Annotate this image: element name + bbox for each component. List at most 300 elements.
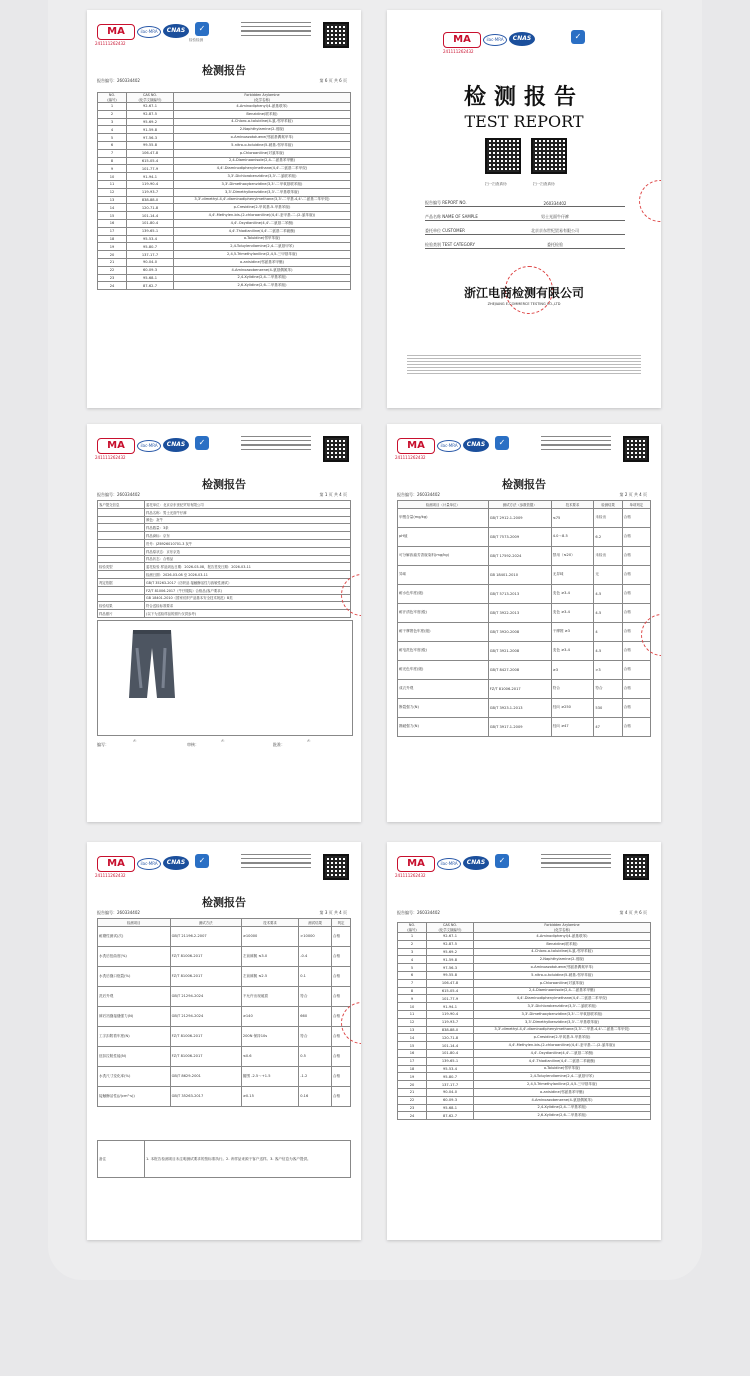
column-header: 检测项目 [98, 919, 171, 927]
remarks-label: 备注 [98, 1141, 145, 1178]
table-row [98, 547, 351, 555]
table-row [398, 717, 651, 736]
table-row [398, 933, 651, 941]
table-row [98, 1066, 351, 1086]
test-results-table [97, 918, 351, 1107]
row-no: 11 [398, 1010, 427, 1018]
row-cas: 101-14-4 [127, 212, 174, 220]
row-no: 14 [398, 1034, 427, 1042]
row-cas: 95-53-4 [427, 1065, 474, 1073]
cell-verdict: 合格 [331, 986, 350, 1006]
row-cas: 91-59-8 [127, 126, 174, 134]
row-cas: 90-04-0 [427, 1088, 474, 1096]
table-row [98, 586, 351, 594]
row-no: 22 [398, 1096, 427, 1104]
qr-code-icon [623, 436, 649, 462]
shield-icon: ✓ [495, 854, 509, 868]
cell-item: 耐干摩擦色牢度(级) [398, 622, 489, 641]
info-value: 样品状态：合格品 [145, 555, 351, 563]
info-value: 委托单位：北京京东世纪贸易有限公司 [145, 501, 351, 509]
cover-info-key: 委托单位 CUSTOMER [425, 228, 465, 233]
page-label: 第 6 页 共 6 页 [319, 78, 347, 83]
table-row [398, 584, 651, 603]
row-cas: 97-56-3 [127, 134, 174, 142]
info-key [98, 524, 145, 532]
cell-item: pH值 [398, 527, 489, 546]
cell-req: ≥10000 [241, 926, 298, 946]
row-name: 4-Aminodiphenyl(4-氨基联苯) [474, 933, 651, 941]
cell-item: 断裂强力(N) [398, 698, 489, 717]
row-no: 10 [98, 173, 127, 181]
row-no: 18 [398, 1065, 427, 1073]
table-row [398, 565, 651, 584]
arylamine-table [97, 92, 351, 290]
table-row [398, 546, 651, 565]
row-cas: 91-59-8 [427, 956, 474, 964]
row-no: 13 [98, 196, 127, 204]
table-row [398, 987, 651, 995]
cell-result: 无 [594, 565, 622, 584]
column-header: 单项判定 [622, 501, 650, 509]
info-key [98, 508, 145, 516]
report-number: 报告编号：260334402 [97, 78, 140, 83]
info-value: 委托检验 样品到达日期：2026-03-08，报告签发日期：2026-03-11 [145, 563, 351, 571]
cover-info-row [425, 194, 625, 207]
row-name: 2,4-Toluylendiamine(2,4-二氨基甲苯) [474, 1073, 651, 1081]
report-number: 报告编号：260334402 [397, 910, 440, 915]
row-no: 7 [398, 979, 427, 987]
row-name: Benzidine(联苯胺) [174, 110, 351, 118]
cell-verdict: 合格 [331, 1046, 350, 1066]
cell-verdict: 合格 [622, 622, 650, 641]
table-row [98, 602, 351, 610]
table-row [98, 966, 351, 986]
row-name: 4,4'-Methylen-bis-(2-chloroaniline)(4,4'-亚甲基-二-(2-氯苯胺)) [174, 212, 351, 220]
table-row [98, 165, 351, 173]
cell-req: 禁用（≤20） [551, 546, 594, 565]
column-header: 检测结果 [594, 501, 622, 509]
info-key [98, 516, 145, 524]
row-no: 2 [398, 940, 427, 948]
table-row [398, 1112, 651, 1120]
row-name: 4,4'-Diaminodiphenylmethane(4,4'-二氨基二苯甲烷) [474, 995, 651, 1003]
table-row [98, 196, 351, 204]
row-name: 2-Naphthylamine(2-萘胺) [474, 956, 651, 964]
qr-code-icon [623, 854, 649, 880]
table-row [98, 219, 351, 227]
cell-item: 成衣外观 [398, 679, 489, 698]
row-name: 3,3'-dimethyl-4,4'-diaminodiphenylmethane(3,3'-二甲基-4,4'-二氨基二苯甲烷) [474, 1026, 651, 1034]
table-row [98, 1086, 351, 1106]
cell-method: GB/T 8629-2001 [170, 1066, 241, 1086]
cell-req: 变色 ≥3-4 [551, 603, 594, 622]
qr-code-icon [485, 138, 521, 174]
cell-req: 变色 ≥3-4 [551, 584, 594, 603]
cell-method: GB/T 8427-2008 [488, 660, 551, 679]
row-no: 15 [98, 212, 127, 220]
cell-method: GB/T 3921-2008 [488, 641, 551, 660]
row-name: 2,6-Xylidine(2,6-二甲基苯胺) [174, 282, 351, 290]
info-key [98, 547, 145, 555]
row-no: 17 [398, 1057, 427, 1065]
cell-req: ≥140 [241, 1006, 298, 1026]
cover-info-value: 男士光面牛仔裤 [541, 214, 569, 219]
shield-icon: ✓ [495, 436, 509, 450]
row-no: 22 [98, 266, 127, 274]
report-number: 报告编号：260334402 [97, 492, 140, 497]
table-row [98, 227, 351, 235]
row-name: 2,4-Toluylendiamine(2,4-二氨基甲苯) [174, 243, 351, 251]
table-row [98, 243, 351, 251]
table-row [398, 1042, 651, 1050]
table-row [98, 251, 351, 259]
row-cas: 60-09-3 [127, 266, 174, 274]
report-header [387, 424, 661, 466]
table-row [98, 516, 351, 524]
report-page-3 [87, 842, 361, 1240]
row-name: 3,3'-Dimethylbenzidine(3,3'-二甲基联苯胺) [474, 1018, 651, 1026]
table-row [98, 180, 351, 188]
row-cas: 90-04-0 [127, 258, 174, 266]
row-name: 2,4-Diaminoanisole(2,4-二氨基苯甲醚) [474, 987, 651, 995]
row-no: 8 [398, 987, 427, 995]
row-name: o-Aminoazotoluene(邻氨基偶氮甲苯) [474, 964, 651, 972]
cell-verdict: 合格 [622, 508, 650, 527]
table-row [398, 660, 651, 679]
row-no: 14 [98, 204, 127, 212]
report-page-1 [87, 424, 361, 822]
row-cas: 95-80-7 [427, 1073, 474, 1081]
shield-caption: 检验检测 [189, 38, 203, 42]
row-cas: 95-80-7 [127, 243, 174, 251]
cell-req: ≤75 [551, 508, 594, 527]
table-row [98, 508, 351, 516]
row-name: 3,3'-Dichlorobenzidine(3,3'-二氯联苯胺) [474, 1003, 651, 1011]
column-header: 技术要求 [551, 501, 594, 509]
cell-method: GB/T 21294-2024 [170, 986, 241, 1006]
table-row [398, 1018, 651, 1026]
qr-caption-2: 扫一扫查真伪 [533, 182, 555, 186]
page-label: 第 1 页 共 4 页 [319, 492, 347, 497]
row-name: Benzidine(联苯胺) [474, 940, 651, 948]
col-no: NO. (编号) [398, 923, 427, 933]
row-no: 10 [398, 1003, 427, 1011]
ma-number: 241111262432 [95, 41, 126, 46]
cell-item: 工字扣附着牢度(N) [98, 1026, 171, 1046]
row-cas: 101-77-9 [127, 165, 174, 173]
row-no: 19 [398, 1073, 427, 1081]
cell-req: 左前裤腿 ≤3.0 [241, 946, 298, 966]
page-label: 第 3 页 共 4 页 [319, 910, 347, 915]
row-name: 2,4,5-Trimethylaniline(2,4,5-三甲基苯胺) [474, 1081, 651, 1089]
row-no: 11 [98, 180, 127, 188]
table-row [398, 1104, 651, 1112]
row-cas: 137-17-7 [427, 1081, 474, 1089]
row-no: 4 [398, 956, 427, 964]
cell-req: 干摩擦 ≥3 [551, 622, 594, 641]
info-value: FZ/T 81006-2017《牛仔服装》合格品(客户要求) [145, 586, 351, 594]
cover-info-key: 检验类别 TEST CATEGORY [425, 242, 475, 247]
row-name: p-Chloroaniline(对氯苯胺) [174, 149, 351, 157]
header-contact-lines [241, 22, 311, 39]
cell-result: >3 [594, 660, 622, 679]
table-row [98, 110, 351, 118]
company-name: 浙江电商检测有限公司 [463, 286, 584, 300]
row-name: p-Cresidine(2-甲氧基-5-甲基苯胺) [174, 204, 351, 212]
cell-verdict: 合格 [622, 546, 650, 565]
row-cas: 92-87-5 [427, 940, 474, 948]
row-cas: 119-93-7 [127, 188, 174, 196]
col-name: Forbidden Arylamine (化学名称) [474, 923, 651, 933]
cell-verdict: 合格 [622, 679, 650, 698]
cell-result: 4-5 [594, 603, 622, 622]
column-header: 测试方法 [170, 919, 241, 927]
row-no: 20 [398, 1081, 427, 1089]
arylamine-table [397, 922, 651, 1120]
row-cas: 92-67-1 [127, 103, 174, 111]
row-name: 4,4'-Diaminodiphenylmethane(4,4'-二氨基二苯甲烷) [174, 165, 351, 173]
row-name: 2,4,5-Trimethylaniline(2,4,5-三甲基苯胺) [174, 251, 351, 259]
table-row [98, 103, 351, 111]
header-contact-lines [541, 436, 611, 453]
cover-info-row [425, 236, 625, 249]
cell-method: GB/T 17592-2024 [488, 546, 551, 565]
cnas-logo: CNAS [163, 438, 189, 452]
row-cas: 95-68-1 [427, 1104, 474, 1112]
table-row [398, 1034, 651, 1042]
cover-info [425, 194, 625, 250]
cell-verdict: 合格 [331, 1066, 350, 1086]
cell-verdict: 合格 [622, 603, 650, 622]
cell-item: 水洗尺寸变化率(%) [98, 1066, 171, 1086]
table-row [398, 971, 651, 979]
cnas-logo: CNAS [463, 438, 489, 452]
row-name: 2,4-Diaminoanisole(2,4-二氨基苯甲醚) [174, 157, 351, 165]
cell-req: 腰围 -2.5～+1.5 [241, 1066, 298, 1086]
row-no: 1 [398, 933, 427, 941]
table-row [398, 622, 651, 641]
ma-logo: MA [97, 856, 135, 872]
info-key: 判定依据 [98, 578, 145, 586]
signature-approver: ✍ [307, 738, 311, 743]
table-row [398, 1096, 651, 1104]
row-no: 20 [98, 251, 127, 259]
cell-method: GB/T 3923.1-2013 [488, 698, 551, 717]
ma-number: 241111262432 [395, 455, 426, 460]
cell-result: 0.1 [299, 966, 332, 986]
info-key [98, 555, 145, 563]
sample-info-table [97, 500, 351, 618]
row-name: 4,4'-Oxydianiline(4,4'-二氨基二苯醚) [174, 219, 351, 227]
info-key: 样品照片 [98, 610, 145, 618]
ilac-logo: ilac-MRA [137, 26, 161, 38]
cell-item: 撕破强力(N) [398, 717, 489, 736]
info-key [98, 586, 145, 594]
cell-verdict: 合格 [331, 926, 350, 946]
cnas-logo: CNAS [163, 24, 189, 38]
table-row [398, 948, 651, 956]
cell-item: 耐汗渍色牢度(级) [398, 603, 489, 622]
cell-item: 水洗后缝口纰裂(%) [98, 966, 171, 986]
row-cas: 92-67-1 [427, 933, 474, 941]
row-name: 4,4'-Methylen-bis-(2-chloroaniline)(4,4'-亚甲基-二-(2-氯苯胺)) [474, 1042, 651, 1050]
row-name: 3,3'-Dimethoxybenzidine(3,3'-二甲氧基联苯胺) [474, 1010, 651, 1018]
cover-info-row [425, 208, 625, 221]
row-name: 2-Naphthylamine(2-萘胺) [174, 126, 351, 134]
row-cas: 838-88-0 [427, 1026, 474, 1034]
signature-label-author: 编写： [97, 742, 109, 747]
info-key [98, 532, 145, 540]
info-value: 样品商标：京东 [145, 532, 351, 540]
cell-item: 纽扣拉脱性能(N) [98, 1046, 171, 1066]
col-no: NO. (编号) [98, 93, 127, 103]
table-row [98, 563, 351, 571]
report-page-4 [387, 842, 661, 1240]
shield-icon: ✓ [571, 30, 585, 44]
table-row [98, 946, 351, 966]
cnas-logo: CNAS [509, 32, 535, 46]
row-cas: 101-14-4 [427, 1042, 474, 1050]
cell-verdict: 合格 [622, 717, 650, 736]
report-header [387, 842, 661, 884]
signature-label-approver: 批准： [273, 742, 285, 747]
row-name: 3,3'-dimethyl-4,4'-diaminodiphenylmethane(3,3'-二甲基-4,4'-二氨基二苯甲烷) [174, 196, 351, 204]
cover-info-value: 260334402 [543, 201, 567, 206]
header-contact-lines [241, 854, 311, 871]
row-no: 4 [98, 126, 127, 134]
table-row [98, 173, 351, 181]
cover-title-cn: 检测报告 [463, 84, 584, 110]
row-cas: 119-90-4 [127, 180, 174, 188]
cell-item: 耐水色牢度(级) [398, 584, 489, 603]
cell-req: 经向 ≥250 [551, 698, 594, 717]
row-no: 8 [98, 157, 127, 165]
jeans-photo [127, 628, 177, 700]
table-row [98, 134, 351, 142]
cell-req: 4.0～8.5 [551, 527, 594, 546]
cell-method: GB/T 21196.2-2007 [170, 926, 241, 946]
cell-verdict: 合格 [622, 660, 650, 679]
row-name: 2,4-Xylidine(2,4-二甲基苯胺) [174, 274, 351, 282]
table-row [98, 1006, 351, 1026]
row-name: 3,3'-Dichlorobenzidine(3,3'-二氯联苯胺) [174, 173, 351, 181]
column-header: 技术要求 [241, 919, 298, 927]
table-row [98, 157, 351, 165]
cell-result: 4-5 [594, 584, 622, 603]
row-cas: 838-88-0 [127, 196, 174, 204]
cnas-logo: CNAS [463, 856, 489, 870]
cover-footnote [407, 355, 641, 376]
table-row [398, 1081, 651, 1089]
cell-item: 可分解致癌芳香胺染料(mg/kg) [398, 546, 489, 565]
cell-method: FZ/T 81006-2017 [488, 679, 551, 698]
row-name: o-Toluidine(邻甲苯胺) [474, 1065, 651, 1073]
info-value: 检测日期：2026-03-08 至 2026-03-11 [145, 571, 351, 579]
cnas-logo: CNAS [163, 856, 189, 870]
row-cas: 97-56-3 [427, 964, 474, 972]
table-row [98, 986, 351, 1006]
cell-method: GB/T 35263-2017 [170, 1086, 241, 1106]
info-value: 样品名称：男士光面牛仔裤 [145, 508, 351, 516]
row-name: 4,4'-Thiodianiline(4,4'-二氨基二苯硫醚) [174, 227, 351, 235]
signature-reviewer: ✍ [221, 738, 225, 743]
col-name: Forbidden Arylamine (化学名称) [174, 93, 351, 103]
table-row [398, 1057, 651, 1065]
row-name: o-anisidine(邻氨基苯甲醚) [174, 258, 351, 266]
cell-item: 接触酶活性(J/(cm²·s)) [98, 1086, 171, 1106]
row-name: 4-Aminoazobenzene(4-氨基偶氮苯) [174, 266, 351, 274]
table-row [398, 1026, 651, 1034]
report-number: 报告编号：260334402 [397, 492, 440, 497]
cell-result: 660 [299, 1006, 332, 1026]
row-cas: 87-62-7 [427, 1112, 474, 1120]
info-key [98, 594, 145, 602]
row-cas: 99-55-8 [127, 141, 174, 149]
cell-item: 耐光色牢度(级) [398, 660, 489, 679]
signature-author: ✍ [133, 738, 137, 743]
cell-req: 200N 保持10s [241, 1026, 298, 1046]
table-row [98, 126, 351, 134]
row-no: 12 [398, 1018, 427, 1026]
row-cas: 91-94-1 [127, 173, 174, 181]
cell-req: ≤0.6 [241, 1046, 298, 1066]
cell-result: >10000 [299, 926, 332, 946]
row-no: 3 [98, 118, 127, 126]
row-cas: 95-69-2 [127, 118, 174, 126]
ma-number: 241111262432 [395, 873, 426, 878]
cell-req: 符合 [551, 679, 594, 698]
row-cas: 139-65-1 [127, 227, 174, 235]
row-no: 6 [398, 971, 427, 979]
cell-result: 47 [594, 717, 622, 736]
column-header: 测试结果 [299, 919, 332, 927]
qr-code-icon [323, 854, 349, 880]
row-name: 5-nitro-o-toluidine(5-硝基-邻甲苯胺) [474, 971, 651, 979]
row-name: 4-Aminodiphenyl(4-氨基联苯) [174, 103, 351, 111]
row-name: 3,3'-Dimethylbenzidine(3,3'-二甲基联苯胺) [174, 188, 351, 196]
shield-icon: ✓ [195, 22, 209, 36]
report-cover-page [387, 10, 661, 408]
signature-label-reviewer: 审核： [187, 742, 199, 747]
report-header [87, 424, 361, 466]
row-no: 23 [398, 1104, 427, 1112]
row-no: 19 [98, 243, 127, 251]
row-cas: 60-09-3 [427, 1096, 474, 1104]
report-header [87, 10, 361, 52]
report-page-6 [87, 10, 361, 408]
cell-item: 水洗后扭曲度(%) [98, 946, 171, 966]
table-row [398, 956, 651, 964]
table-row [98, 266, 351, 274]
cell-req: ≥3 [551, 660, 594, 679]
row-cas: 95-69-2 [427, 948, 474, 956]
row-no: 12 [98, 188, 127, 196]
row-cas: 120-71-8 [127, 204, 174, 212]
header-contact-lines [541, 854, 611, 871]
table-row [98, 926, 351, 946]
cell-method: GB/T 3922-2013 [488, 603, 551, 622]
ma-logo: MA [443, 32, 481, 48]
header-contact-lines [241, 436, 311, 453]
row-cas: 119-90-4 [427, 1010, 474, 1018]
row-cas: 615-05-4 [427, 987, 474, 995]
cell-req: 经向 ≥47 [551, 717, 594, 736]
row-cas: 615-05-4 [127, 157, 174, 165]
row-no: 16 [398, 1049, 427, 1057]
table-row [98, 258, 351, 266]
info-key: 检验类型 [98, 563, 145, 571]
cell-result: 符合 [299, 986, 332, 1006]
